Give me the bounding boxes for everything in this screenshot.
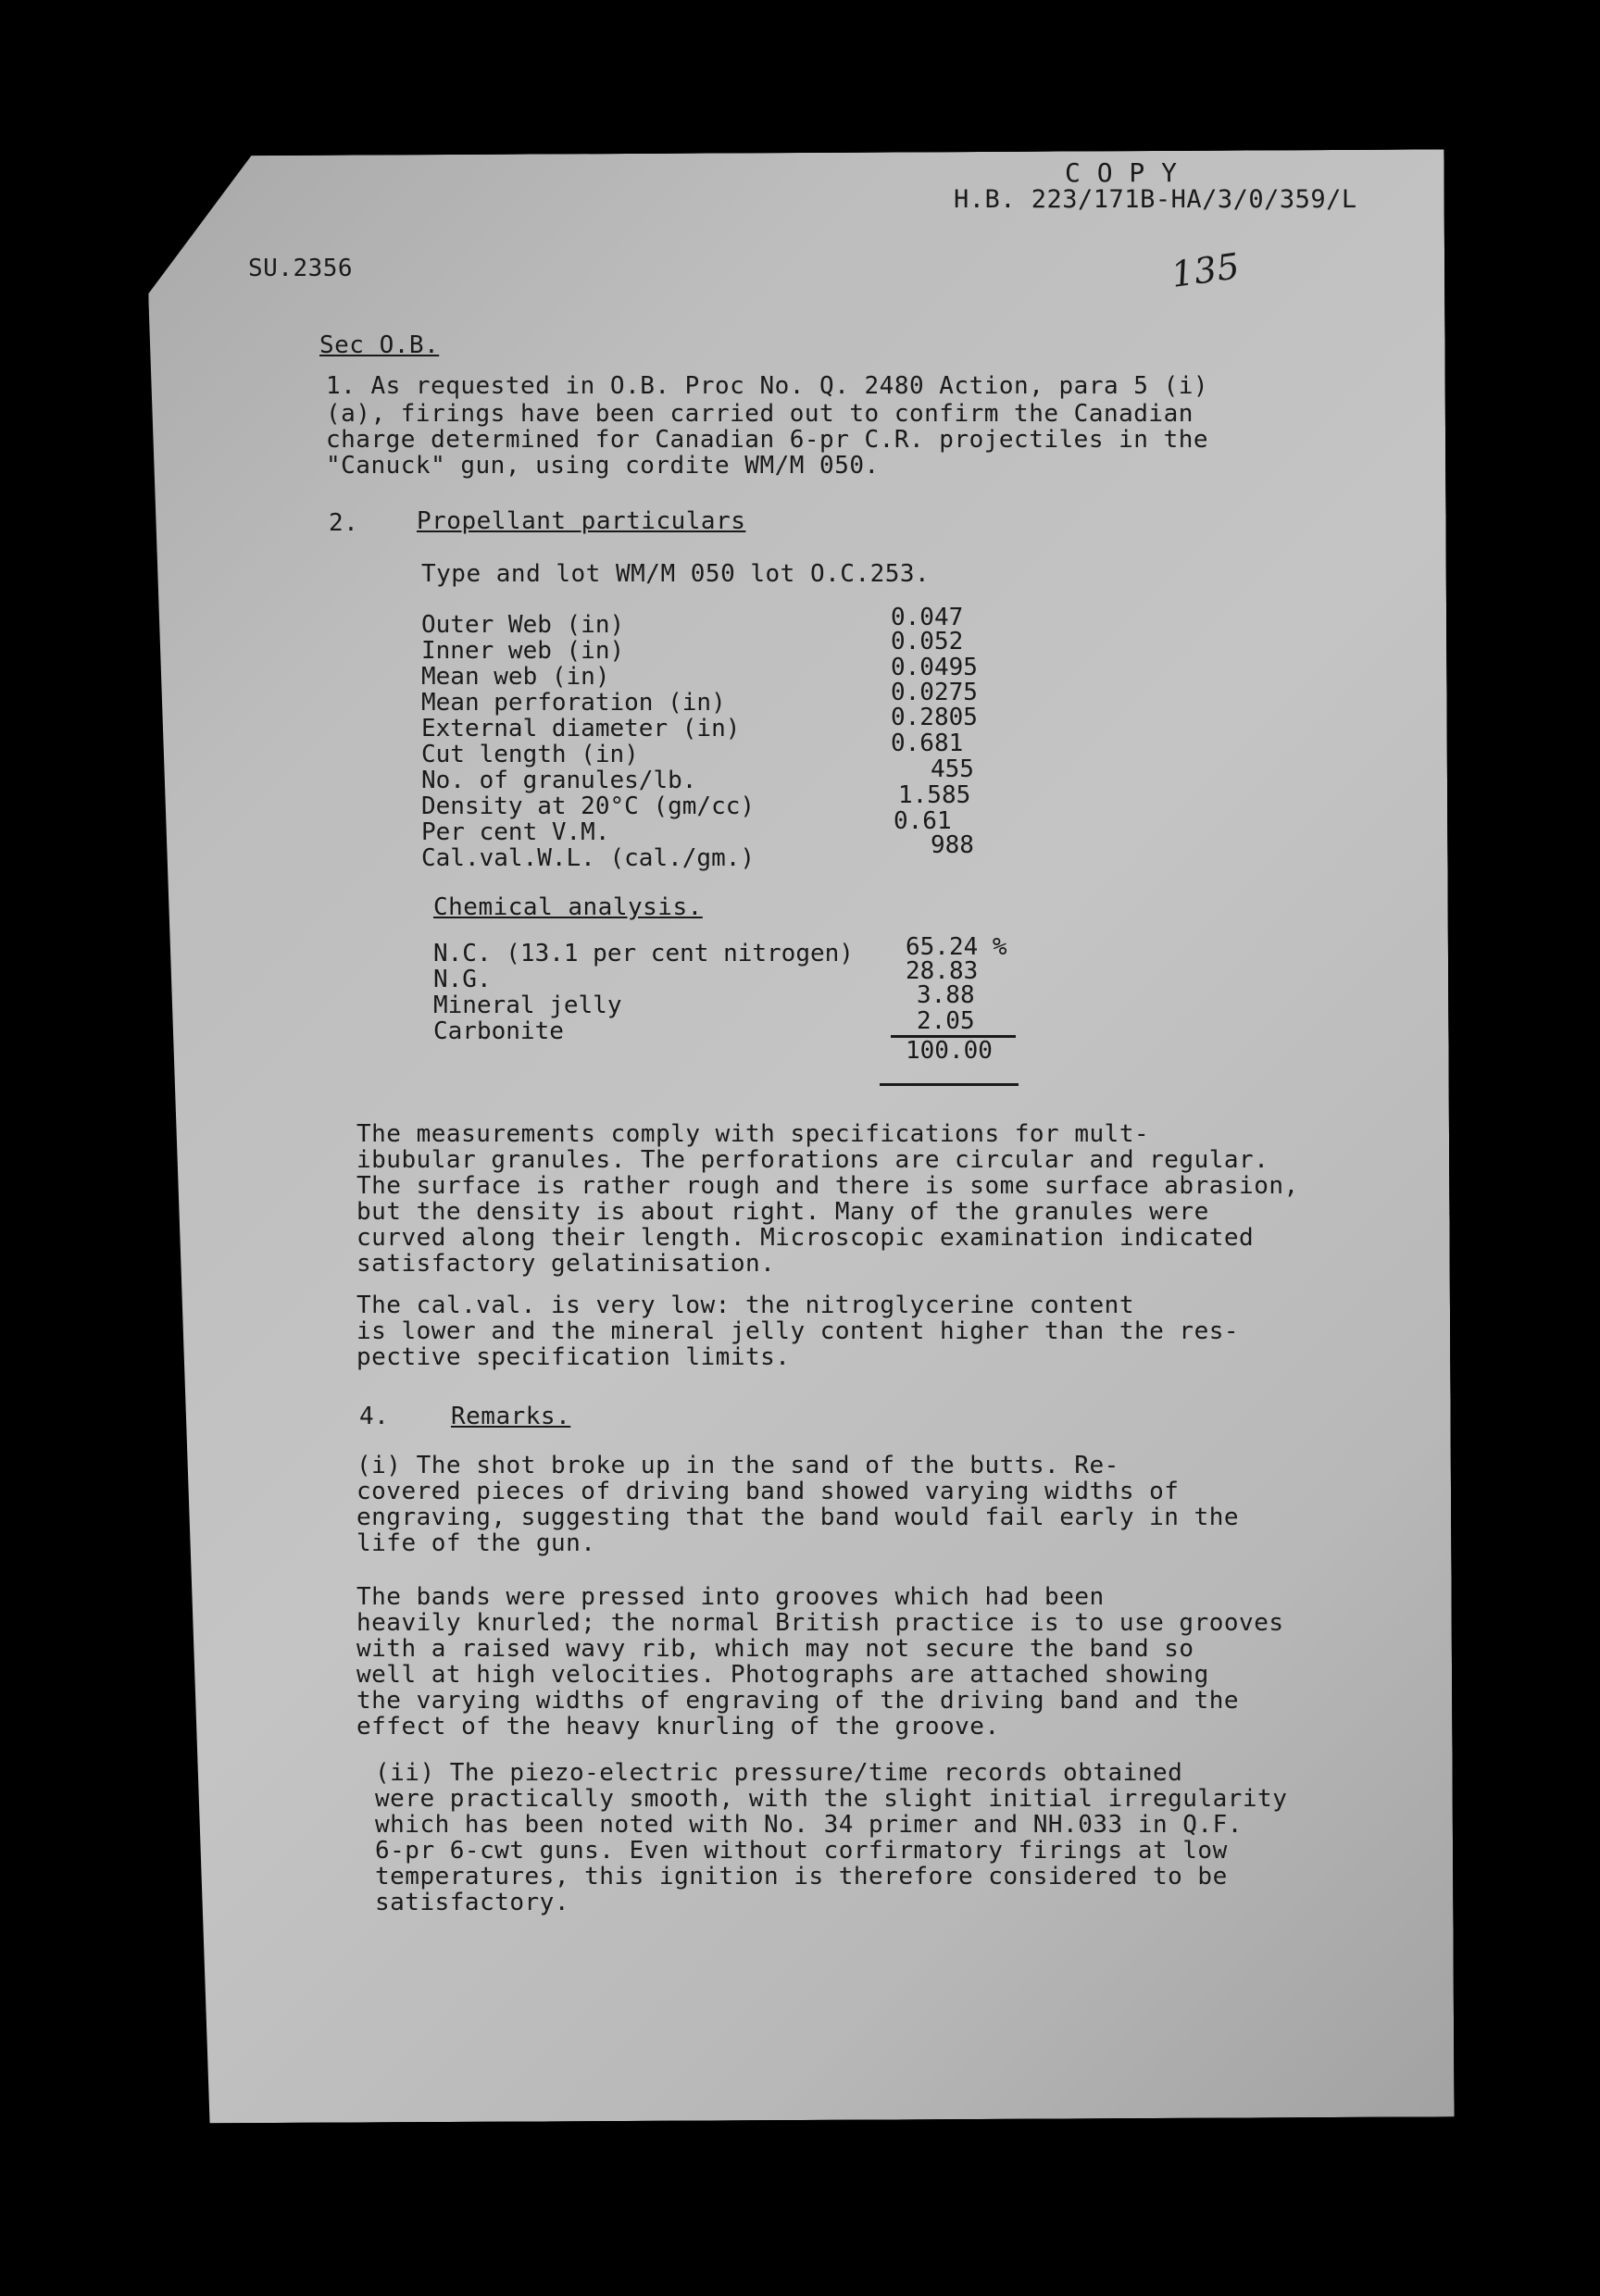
chemical-value: 28.83 [906,957,979,985]
particular-value: 988 [931,831,974,859]
text-line: The bands were pressed into grooves which had been [356,1583,1105,1611]
particular-label: Per cent V.M. [421,818,610,846]
particular-value: 1.585 [898,781,971,809]
text-line: life of the gun. [356,1529,596,1557]
text-line: engraving, suggesting that the band would fail early in the [356,1504,1240,1531]
chemical-label: Mineral jelly [433,992,622,1019]
hb-reference: H.B. 223/171B-HA/3/0/359/L [954,185,1357,214]
copy-stamp: C O P Y [1065,157,1178,188]
particular-label: Mean web (in) [421,663,610,691]
particular-label: Density at 20°C (gm/cc) [421,792,756,820]
particular-value: 0.681 [891,730,964,757]
text-line: "Canuck" gun, using cordite WM/M 050. [326,452,880,480]
text-line: The cal.val. is very low: the nitroglycerine content [356,1292,1134,1319]
type-and-lot: Type and lot WM/M 050 lot O.C.253. [421,560,931,588]
particular-value: 0.0275 [891,679,978,706]
particular-label: Cal.val.W.L. (cal./gm.) [421,844,756,872]
section-2-number: 2. [329,509,359,537]
particular-label: No. of granules/lb. [421,767,697,794]
chemical-total: 100.00 [906,1037,993,1065]
particular-value: 0.2805 [891,704,978,731]
text-line: effect of the heavy knurling of the groove. [356,1713,1000,1741]
particular-value: 0.052 [891,628,964,655]
section-2-heading: Propellant particulars [417,507,746,535]
text-line: (a), firings have been carried out to confirm the Canadian [326,400,1194,428]
text-line: well at high velocities. Photographs are attached showing [356,1661,1209,1689]
folio-mark: 135 [1169,245,1243,295]
particular-label: Inner web (in) [421,637,625,665]
chemical-label: Carbonite [433,1017,564,1045]
text-line: covered pieces of driving band showed varying widths of [356,1478,1180,1505]
chemical-label: N.G. [433,966,492,993]
text-line: curved along their length. Microscopic examination indicated [356,1224,1255,1252]
total-rule [880,1083,1019,1086]
text-line: (ii) The piezo-electric pressure/time records obtained [375,1759,1183,1787]
text-line: 6-pr 6-cwt guns. Even without corfirmatory firings at low [375,1837,1228,1865]
chemical-label: N.C. (13.1 per cent nitrogen) [433,940,854,967]
section-4-number: 4. [359,1403,390,1430]
text-line: The surface is rather rough and there is some surface abrasion, [356,1172,1299,1200]
chemical-value: 3.88 [917,981,975,1009]
text-line: satisfactory gelatinisation. [356,1250,776,1278]
chemical-analysis-heading: Chemical analysis. [433,893,703,921]
particular-value: 0.0495 [891,654,978,681]
text-line: but the density is about right. Many of the granules were [356,1198,1209,1226]
text-line: 1. As requested in O.B. Proc No. Q. 2480 Action, para 5 (i) [326,372,1209,400]
text-line: with a raised wavy rib, which may not secure the band so [356,1635,1194,1663]
particular-value: 0.047 [891,604,964,631]
text-line: ibubular granules. The perforations are circular and regular. [356,1146,1269,1174]
particular-label: Mean perforation (in) [421,689,726,717]
section-4-heading: Remarks. [451,1403,571,1430]
text-line: which has been noted with No. 34 primer and NH.033 in Q.F. [375,1811,1243,1839]
particular-value: 455 [931,755,974,783]
particular-label: Outer Web (in) [421,611,625,639]
text-line: heavily knurled; the normal British practice is to use grooves [356,1609,1284,1637]
salutation: Sec O.B. [319,331,440,359]
text-line: the varying widths of engraving of the driving band and the [356,1687,1240,1715]
chemical-value: 65.24 % [906,933,1007,961]
text-line: were practically smooth, with the slight initial irregularity [375,1785,1288,1813]
text-line: The measurements comply with specifications for mult- [356,1120,1150,1148]
text-line: (i) The shot broke up in the sand of the butts. Re- [356,1452,1119,1479]
text-line: temperatures, this ignition is therefore considered to be [375,1863,1228,1890]
text-line: is lower and the mineral jelly content higher than the res- [356,1317,1240,1345]
particular-value: 0.61 [894,807,952,835]
particular-label: External diameter (in) [421,715,741,742]
text-line: charge determined for Canadian 6-pr C.R. projectiles in the [326,426,1209,454]
document-number: SU.2356 [248,255,354,282]
chemical-value: 2.05 [917,1007,975,1035]
text-line: pective specification limits. [356,1343,791,1371]
particular-label: Cut length (in) [421,741,639,768]
text-line: satisfactory. [375,1889,569,1916]
